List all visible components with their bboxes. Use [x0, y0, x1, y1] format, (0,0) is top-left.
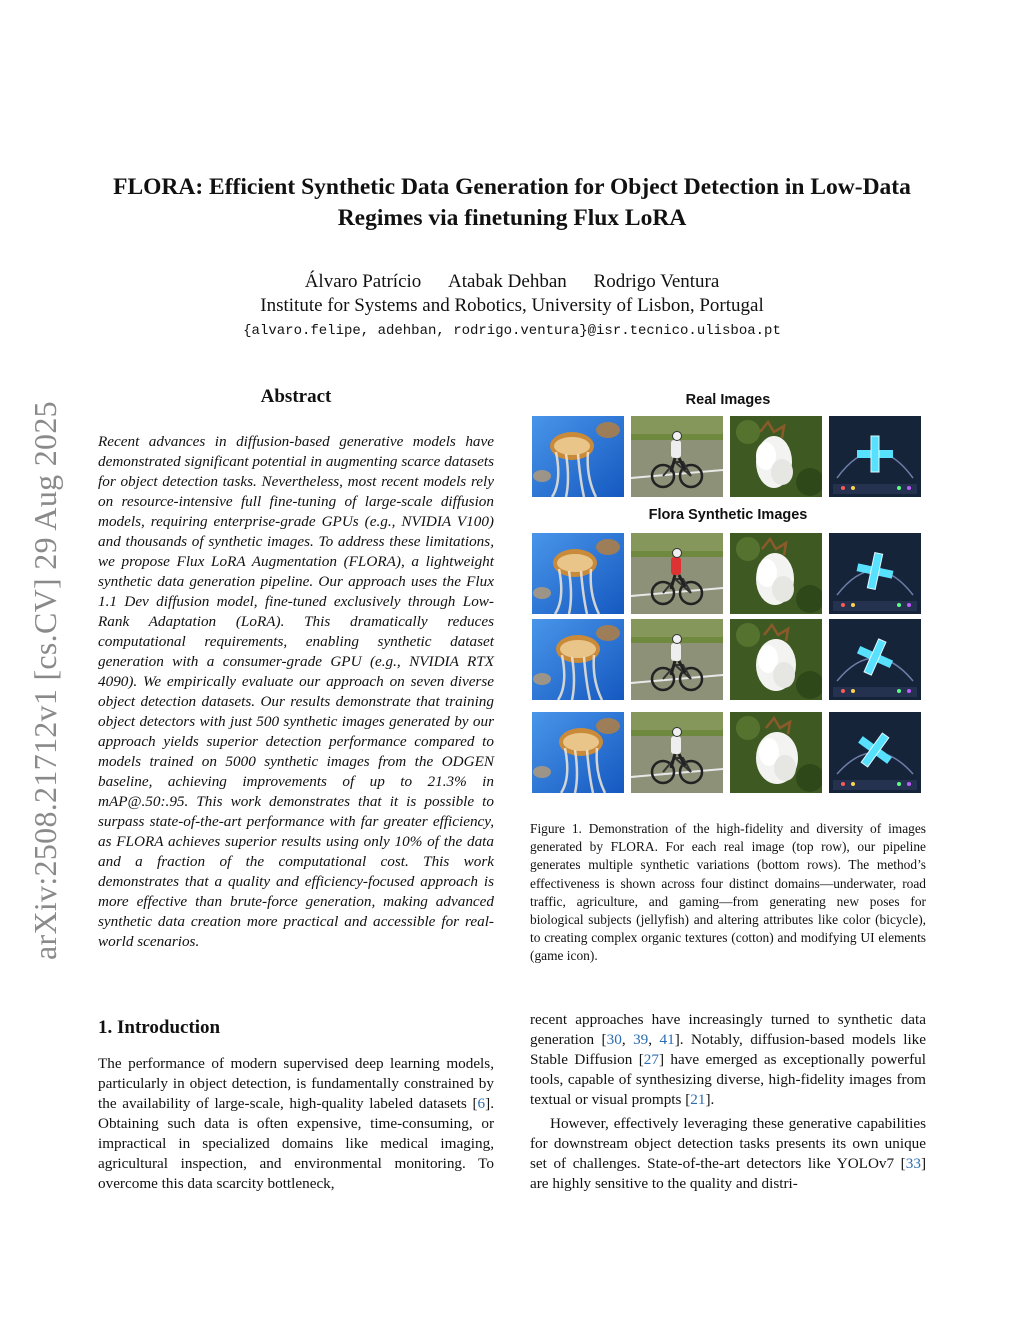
cotton-synthetic-2-image [730, 619, 822, 700]
text-run: , [621, 1031, 634, 1048]
citation-link[interactable]: 21 [690, 1091, 706, 1108]
abstract-heading: Abstract [260, 386, 332, 407]
figure-label-real: Real Images [685, 392, 771, 408]
introduction-paragraph [98, 1054, 494, 1194]
game-icon-synthetic-1-image [829, 533, 921, 614]
bicycle-synthetic-2-image [631, 619, 723, 700]
text-run: However, effectively leveraging these generative capabilities for downstream object detection tasks presents its own unique set of challenges. State-of-the-art detectors like YOLOv7 [ [530, 1115, 926, 1172]
bicycle-synthetic-3-image [631, 712, 723, 793]
section-heading-introduction: 1. Introduction [98, 1017, 221, 1038]
paragraph [530, 1114, 926, 1194]
author-name: Rodrigo Ventura [593, 271, 720, 292]
figure-caption: Figure 1. Demonstration of the high-fidelity and diversity of images generated by FLORA. For each real image (top row), our pipeline generates multiple synthetic variations (bottom rows). The method’s effectiveness is shown across four distinct domains—underwater, road traffic, agriculture, and gaming—from generating new poses for biological subjects (jellyfish) and altering attributes like color (bicycle), to creating complex organic textures (cotton) and modifying UI elements (game icon). [530, 821, 926, 964]
text-run: ]. Obtaining such data is often expensive, time-consuming, or impractical in specialized domains like medical imaging, agricultural inspection, and environmental monitoring. To overcome this data scarcity bottleneck, [98, 1095, 494, 1192]
cotton-synthetic-1-image [730, 533, 822, 614]
text-run: , [648, 1031, 660, 1048]
paper-title: FLORA: Efficient Synthetic Data Generation for Object Detection in Low-Data Regimes via finetuning Flux LoRA [113, 174, 911, 231]
author-emails: {alvaro.felipe, adehban, rodrigo.ventura}@isr.tecnico.ulisboa.pt [243, 323, 781, 339]
author-name: Álvaro Patrício [304, 271, 422, 292]
cotton-real-image [730, 416, 822, 497]
text-run: ] are highly sensitive to the quality and distri- [530, 1155, 926, 1192]
bicycle-real-image [631, 416, 723, 497]
text-run: recent approaches have increasingly turned to synthetic data generation [ [530, 1011, 926, 1048]
game-icon-synthetic-3-image [829, 712, 921, 793]
abstract-text: Recent advances in diffusion-based generative models have demonstrated significant potential in augmenting scarce datasets for object detection tasks. Nevertheless, most recent models rely on resource-intensive full fine-tuning of large-scale diffusion models, requiring enterprise-grade GPUs (e.g., NVIDIA V100) and thousands of synthetic images. To address these limitations, we propose Flux LoRA Augmentation (FLORA), a lightweight synthetic data generation pipeline. Our approach uses the Flux 1.1 Dev diffusion model, fine-tuned exclusively through Low-Rank Adaptation (LoRA). This dramatically reduces computational requirements, enabling synthetic dataset generation with a consumer-grade GPU (e.g., NVIDIA RTX 4090). We empirically evaluate our approach on seven diverse object detection datasets. Our results demonstrate that training object detectors with just 500 synthetic images generated by our approach yields superior detection performance compared to models trained on 5000 synthetic images from the ODGEN baseline, achieving improvements of up to 21.3% in mAP@.50:.95. This work demonstrates that it is possible to surpass state-of-the-art performance with far greater efficiency, as FLORA achieves superior results using only 10% of the data and a fraction of the computational cost. This work demonstrates that a quality and efficiency-focused approach is more effective than brute-force generation, making advanced synthetic data creation more practical and accessible for real-world scenarios. [98, 433, 494, 950]
right-column-text [530, 1010, 926, 1194]
text-run: ]. Notably, diffusion-based models like Stable Diffusion [ [530, 1031, 927, 1068]
text-run: ]. [705, 1091, 715, 1108]
text-run: The performance of modern supervised deep learning models, particularly in object detection, is fundamentally constrained by the availability of large-scale, high-quality labeled datasets [ [98, 1055, 494, 1112]
figure-label-synthetic: Flora Synthetic Images [648, 507, 808, 523]
jellyfish-synthetic-2-image [532, 619, 624, 700]
jellyfish-real-image [532, 416, 624, 497]
jellyfish-synthetic-3-image [532, 712, 624, 793]
affiliation: Institute for Systems and Robotics, University of Lisbon, Portugal [260, 295, 764, 316]
paragraph [530, 1010, 926, 1110]
arxiv-identifier: arXiv:2508.21712v1 [cs.CV] 29 Aug 2025 [27, 401, 63, 960]
cotton-synthetic-3-image [730, 712, 822, 793]
text-run: ] have emerged as exceptionally powerful tools, capable of synthesizing diverse, high-fidelity images from textual or visual prompts [ [530, 1051, 926, 1108]
bicycle-synthetic-1-image [631, 533, 723, 614]
citation-link[interactable]: 39 [633, 1031, 649, 1048]
author-list [90, 270, 934, 294]
jellyfish-synthetic-1-image [532, 533, 624, 614]
game-icon-real-image [829, 416, 921, 497]
citation-link[interactable]: 27 [643, 1051, 659, 1068]
citation-link[interactable]: 30 [606, 1031, 622, 1048]
citation-link[interactable]: 33 [905, 1155, 921, 1172]
citation-link[interactable]: 6 [477, 1095, 486, 1112]
author-name: Atabak Dehban [448, 271, 567, 292]
game-icon-synthetic-2-image [829, 619, 921, 700]
citation-link[interactable]: 41 [659, 1031, 675, 1048]
